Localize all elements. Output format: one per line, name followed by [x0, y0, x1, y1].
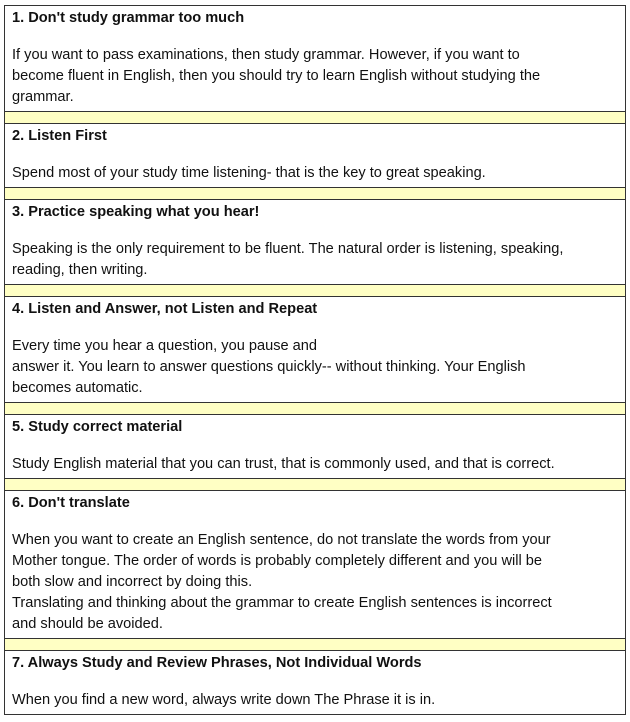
- tip-title: 6. Don't translate: [12, 495, 130, 511]
- tip-title: 5. Study correct material: [12, 419, 183, 435]
- tip-4: [4, 296, 626, 403]
- tip-line: becomes automatic.: [12, 380, 143, 396]
- tips-table: [4, 5, 626, 715]
- tip-line: and should be avoided.: [12, 616, 163, 632]
- tip-line: Every time you hear a question, you pause and: [12, 338, 318, 354]
- tip-line: If you want to pass examinations, then study grammar. However, if you want to: [12, 47, 520, 63]
- tip-line: Translating and thinking about the grammar to create English sentences is incorrect: [12, 595, 552, 611]
- tip-2: [4, 123, 626, 188]
- tip-body: [12, 45, 618, 108]
- tip-body: [12, 454, 618, 475]
- tip-line: grammar.: [12, 89, 74, 105]
- tip-line: Spend most of your study time listening- that is the key to great speaking.: [12, 165, 486, 181]
- tip-title: 1. Don't study grammar too much: [12, 10, 245, 26]
- tip-7: [4, 650, 626, 715]
- tip-line: Study English material that you can trust, that is commonly used, and that is correct.: [12, 456, 555, 472]
- tip-line: both slow and incorrect by doing this.: [12, 574, 253, 590]
- tip-1: [4, 5, 626, 112]
- tip-line: answer it. You learn to answer questions quickly-- without thinking. Your English: [12, 359, 526, 375]
- tip-line: When you find a new word, always write down The Phrase it is in.: [12, 692, 436, 708]
- tip-line: When you want to create an English sentence, do not translate the words from your: [12, 532, 551, 548]
- tip-5: [4, 414, 626, 479]
- tip-line: Mother tongue. The order of words is probably completely different and you will be: [12, 553, 542, 569]
- tip-body: [12, 163, 618, 184]
- tip-line: Speaking is the only requirement to be fluent. The natural order is listening, speaking,: [12, 241, 564, 257]
- tip-6: [4, 490, 626, 639]
- tip-line: become fluent in English, then you should try to learn English without studying the: [12, 68, 541, 84]
- tip-line: reading, then writing.: [12, 262, 148, 278]
- tip-title: 7. Always Study and Review Phrases, Not Individual Words: [12, 655, 422, 671]
- tip-title: 3. Practice speaking what you hear!: [12, 204, 260, 220]
- tip-3: [4, 199, 626, 285]
- tip-body: [12, 336, 618, 399]
- tip-title: 2. Listen First: [12, 128, 107, 144]
- tip-body: [12, 530, 618, 635]
- tip-body: [12, 690, 618, 711]
- tip-body: [12, 239, 618, 281]
- tip-title: 4. Listen and Answer, not Listen and Repeat: [12, 301, 318, 317]
